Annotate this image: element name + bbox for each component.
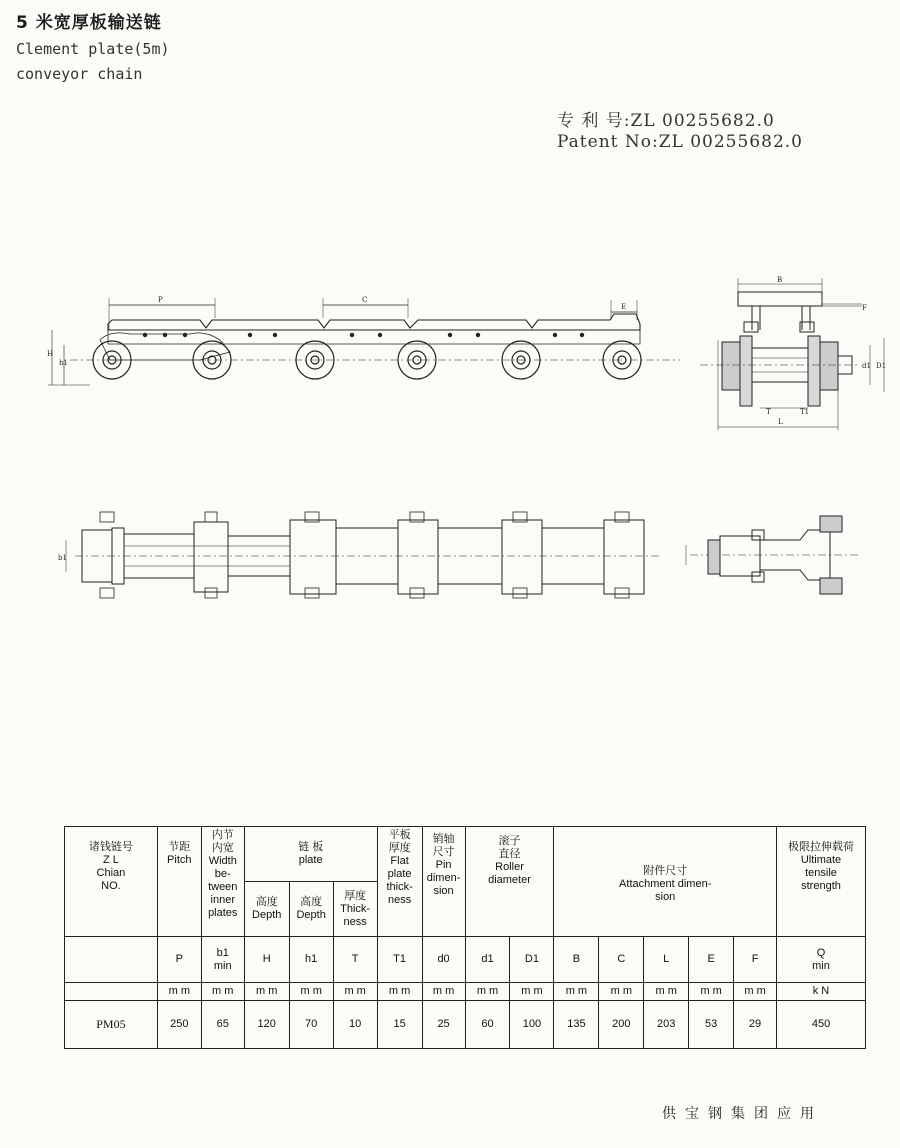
symbol-cell: P [157, 937, 201, 983]
dim-label-p: P [158, 296, 163, 304]
unit-cell: m m [377, 983, 422, 1001]
row-value: 65 [201, 1001, 244, 1049]
row-value: 10 [333, 1001, 377, 1049]
patent-number-en: Patent No:ZL 00255682.0 [557, 132, 803, 152]
specification-table [64, 826, 866, 1049]
symbol-cell: B [554, 937, 599, 983]
row-value: 29 [734, 1001, 777, 1049]
row-value: 450 [777, 1001, 866, 1049]
header-flat-plate: 平板 厚度 Flat plate thick- ness [377, 827, 422, 937]
unit-cell: m m [422, 983, 465, 1001]
unit-cell: m m [333, 983, 377, 1001]
dim-label-f: F [862, 304, 867, 312]
unit-cell: k N [777, 983, 866, 1001]
row-value: 25 [422, 1001, 465, 1049]
unit-cell: m m [157, 983, 201, 1001]
header-chain-no: 诸钱链号 Z L Chian NO. [65, 827, 158, 937]
symbol-cell: d0 [422, 937, 465, 983]
plan-section-drawing [686, 516, 860, 594]
unit-cell: m m [465, 983, 510, 1001]
symbol-cell: F [734, 937, 777, 983]
end-section-drawing [700, 278, 887, 430]
symbol-cell: h1 [289, 937, 333, 983]
row-value: 53 [689, 1001, 734, 1049]
header-tensile: 极限拉伸载荷 Ultimate tensile strength [777, 827, 866, 937]
row-value: 70 [289, 1001, 333, 1049]
row-value: 203 [644, 1001, 689, 1049]
symbol-cell: d1 [465, 937, 510, 983]
symbol-cell: Q min [777, 937, 866, 983]
row-chain-no: PM05 [65, 1001, 158, 1049]
header-thickness: 厚度 Thick- ness [333, 882, 377, 937]
header-pin: 销轴 尺寸 Pin dimen- sion [422, 827, 465, 937]
header-depth-h: 高度 Depth [244, 882, 289, 937]
symbol-cell: T1 [377, 937, 422, 983]
dim-label-h1: h1 [59, 359, 68, 367]
unit-cell: m m [599, 983, 644, 1001]
symbol-cell: E [689, 937, 734, 983]
dim-label-t1: T1 [800, 408, 810, 416]
english-title-line2: conveyor chain [16, 65, 143, 83]
dim-label-t: T [766, 408, 771, 416]
unit-cell: m m [201, 983, 244, 1001]
row-value: 100 [510, 1001, 554, 1049]
dim-label-b1: b1 [58, 554, 67, 562]
symbol-cell: H [244, 937, 289, 983]
patent-number-cn: 专 利 号:ZL 00255682.0 [557, 111, 775, 131]
unit-cell: m m [644, 983, 689, 1001]
table-row [65, 1001, 866, 1049]
row-value: 60 [465, 1001, 510, 1049]
unit-cell: m m [244, 983, 289, 1001]
page-title: 5 米宽厚板输送链 [16, 13, 162, 33]
header-attachment: 附件尺寸 Attachment dimen- sion [554, 827, 777, 937]
dim-label-e: E [621, 303, 627, 311]
header-chain-plate: 链 板 plate [244, 827, 377, 882]
header-roller: 滚子 直径 Roller diameter [465, 827, 554, 937]
unit-row [65, 983, 866, 1001]
unit-cell: m m [510, 983, 554, 1001]
row-value: 200 [599, 1001, 644, 1049]
symbol-cell: D1 [510, 937, 554, 983]
dim-label-h: H [47, 350, 54, 358]
dim-label-l: L [778, 418, 783, 426]
symbol-cell: b1 min [201, 937, 244, 983]
row-value: 135 [554, 1001, 599, 1049]
header-pitch: 节距 Pitch [157, 827, 201, 937]
dim-label-d1: d1 [862, 362, 871, 370]
symbol-row [65, 937, 866, 983]
english-title-line1: Clement plate(5m) [16, 40, 170, 58]
row-value: 15 [377, 1001, 422, 1049]
footer-note: 供宝钢集团应用 [662, 1106, 823, 1122]
row-value: 250 [157, 1001, 201, 1049]
dim-label-c: C [362, 296, 368, 304]
dim-label-d1-roller: D1 [876, 362, 887, 370]
unit-cell: m m [554, 983, 599, 1001]
unit-cell: m m [689, 983, 734, 1001]
side-elevation-drawing [48, 298, 680, 385]
unit-cell: m m [734, 983, 777, 1001]
symbol-cell: T [333, 937, 377, 983]
header-inner-width: 内节 内宽 Width be- tween inner plates [201, 827, 244, 937]
symbol-cell: L [644, 937, 689, 983]
dim-label-b: B [777, 276, 783, 284]
unit-cell: m m [289, 983, 333, 1001]
symbol-cell: C [599, 937, 644, 983]
header-depth-h1: 高度 Depth [289, 882, 333, 937]
row-value: 120 [244, 1001, 289, 1049]
plan-view-drawing [66, 512, 660, 598]
